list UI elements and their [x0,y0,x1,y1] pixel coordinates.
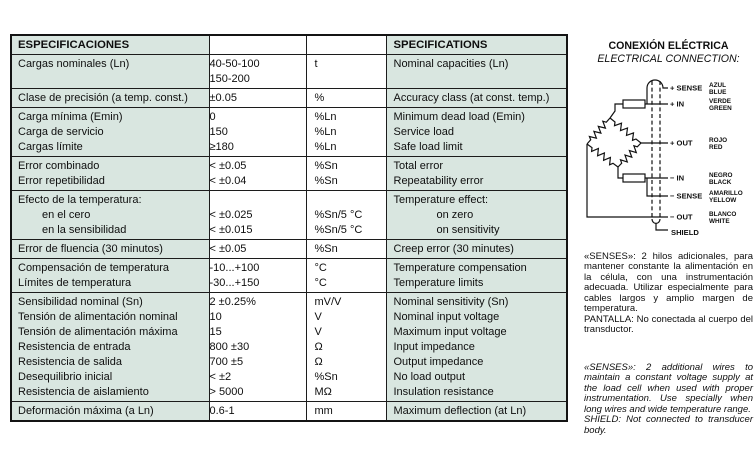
wire-label-plus-sense: + SENSE [670,83,703,93]
cell-text-es [12,72,209,87]
cell-text-en: Safe load limit [393,140,463,153]
cell-en [386,89,567,108]
cell-text-es: Desequilibrio inicial [18,370,113,383]
cell-text-unit: V [314,310,322,323]
note-pantalla-es: PANTALLA: No conectada al cuerpo del transductor. [584,313,753,336]
cell-unit [306,89,386,108]
cell-text-en: Repeatability error [393,174,484,187]
cell-text-en: Service load [393,125,455,138]
cell-text-value: < ±0.025 [209,208,253,221]
cell-es [11,259,209,293]
cell-text-en: Insulation resistance [393,385,494,398]
header-value-cell [209,35,306,55]
cell-value [209,240,306,259]
cell-text-value: 10 [209,310,222,323]
cell-text-es: en la sensibilidad [42,223,127,236]
cell-text-value: -10...+100 [209,261,260,274]
compensation-resistor-bottom [623,174,645,182]
cell-text-unit: V [314,325,322,338]
cell-text-unit: %Ln [314,125,337,138]
cell-value [209,157,306,191]
cell-text-unit: %Sn/5 °C [314,208,363,221]
cell-text-es: Resistencia de aislamiento [18,385,149,398]
note-english [584,363,753,436]
color-label-red: RED [709,144,723,151]
header-es-label: ESPECIFICACIONES [18,38,130,51]
cell-text-unit: mV/V [314,295,342,308]
cell-text-value: < ±0.015 [209,223,253,236]
cell-text-es: Error repetibilidad [18,174,105,187]
cell-text-value: < ±2 [209,370,232,383]
resistor-zigzag [610,118,641,143]
cell-text-en: Input impedance [393,340,475,353]
cell-en [386,402,567,422]
cell-text-en: Nominal input voltage [393,310,500,323]
cell-text-en: Temperature limits [393,276,484,289]
note-spanish [584,252,753,336]
cell-text-value: 800 ±30 [209,340,250,353]
cell-text-es: Clase de precisión (a temp. const.) [18,91,188,104]
cell-text-unit [307,193,386,208]
cell-unit [306,108,386,157]
header-en-label: SPECIFICATIONS [393,38,488,51]
cell-text-es: Error combinado [18,159,100,172]
cell-text-en: Minimum dead load (Emin) [393,110,525,123]
cell-text-value: 2 ±0.25% [209,295,256,308]
cell-text-value [210,193,306,208]
cell-en [386,259,567,293]
cell-text-es: Tensión de alimentación máxima [18,325,178,338]
resistor-zigzag [587,144,618,167]
cell-text-en [387,72,567,87]
cell-text-value: 150 [209,125,228,138]
cell-text-en: on sensitivity [436,223,500,236]
resistor-zigzag [587,118,610,144]
cell-text-es: Error de fluencia (30 minutos) [18,242,163,255]
shield-connector-icon [652,219,668,230]
cable-dashed-lines [652,81,660,219]
wire-plus-sense-hop [647,80,668,88]
cell-text-value: 700 ±5 [209,355,244,368]
cell-text-unit: %Ln [314,110,337,123]
cell-text-es: Efecto de la temperatura: [18,193,142,206]
cell-text-unit [307,72,386,87]
cell-text-unit: %Sn [314,242,338,255]
connection-panel [583,0,754,462]
cell-en [386,293,567,402]
cell-text-unit: °C [314,261,327,274]
cell-text-es: Cargas límite [18,140,83,153]
cell-text-en: Nominal capacities (Ln) [393,57,509,70]
color-label-white: WHITE [709,218,730,225]
color-label-azul: AZUL [709,82,727,89]
panel-title [583,40,754,65]
cell-value [209,55,306,89]
cell-es [11,402,209,422]
panel-title-es: CONEXIÓN ELÉCTRICA [608,40,729,52]
table-row [11,157,567,191]
color-label-rojo: ROJO [709,137,728,144]
table-row [11,89,567,108]
resistor-zigzag [618,143,641,167]
header-unit-cell [306,35,386,55]
color-label-verde: VERDE [709,98,732,105]
cell-text-value: 0.6-1 [209,404,235,417]
cell-text-value: < ±0.05 [209,159,247,172]
cell-en [386,157,567,191]
cell-unit [306,157,386,191]
table-row [11,240,567,259]
note-senses-en: «SENSES»: 2 additional wires to maintain a constant voltage supply at the load cell when used with proper instrumentation. Use specially when long wires and wide temperature range. [584,362,753,415]
cell-text-en: Output impedance [393,355,484,368]
cell-text-value: 15 [209,325,222,338]
resistor-zigzag-bridge [587,118,641,167]
cell-unit [306,55,386,89]
cell-es [11,55,209,89]
cell-en [386,240,567,259]
cell-es [11,293,209,402]
cell-value [209,402,306,422]
cell-es [11,108,209,157]
cell-es [11,191,209,240]
cell-text-value: 40-50-100 [209,57,260,70]
cell-text-unit: mm [314,404,333,417]
cell-text-en: on zero [436,208,474,221]
cell-unit [306,191,386,240]
table-row [11,402,567,422]
note-senses-es: «SENSES»: 2 hilos adicionales, para mantener constante la alimentación en la célula, con una instrumentación adecuada. Utilizar especialmente para cables largos y amplio margen de temperatura. [584,251,753,315]
cell-text-es: Carga mínima (Emin) [18,110,123,123]
cell-text-unit: %Sn [314,159,338,172]
cell-es [11,157,209,191]
cell-text-en: Temperature compensation [393,261,527,274]
cell-text-value: ±0.05 [209,91,237,104]
cell-text-es: en el cero [42,208,91,221]
cell-text-unit: Ω [314,355,323,368]
cell-text-unit: MΩ [314,385,332,398]
color-label-amarillo: AMARILLO [709,190,743,197]
cell-en [386,108,567,157]
header-specifications [386,35,567,55]
wire-label-minus-in: − IN [670,173,685,183]
cell-value [209,108,306,157]
color-label-negro: NEGRO [709,172,733,179]
cell-text-value: -30...+150 [209,276,260,289]
shield-label: SHIELD [671,228,699,237]
cell-unit [306,402,386,422]
color-label-blue: BLUE [709,89,727,96]
wire-label-minus-out: − OUT [670,212,693,222]
cell-text-en: Temperature effect: [393,193,489,206]
cell-text-en: Creep error (30 minutes) [393,242,514,255]
cell-text-es: Compensación de temperatura [18,261,170,274]
cell-text-en: Maximum deflection (at Ln) [393,404,527,417]
cell-text-unit: %Sn [314,370,338,383]
cell-value [209,191,306,240]
cell-text-es: Sensibilidad nominal (Sn) [18,295,143,308]
cell-text-value: 0 [209,110,216,123]
cell-en [386,191,567,240]
cell-value [209,293,306,402]
color-label-yellow: YELLOW [709,197,737,204]
cell-value [209,89,306,108]
cell-text-unit: Ω [314,340,323,353]
wire-label-plus-out: + OUT [670,138,693,148]
panel-title-en: ELECTRICAL CONNECTION: [597,52,740,65]
table-row [11,55,567,89]
cell-text-es: Tensión de alimentación nominal [18,310,178,323]
cell-unit [306,240,386,259]
cell-text-en: Nominal sensitivity (Sn) [393,295,509,308]
cell-text-es: Resistencia de entrada [18,340,131,353]
cell-text-es: Límites de temperatura [18,276,132,289]
cell-text-value: 150-200 [209,72,250,85]
cell-text-es: Carga de servicio [18,125,104,138]
cell-value [209,259,306,293]
cell-text-es: Cargas nominales (Ln) [18,57,130,70]
cell-text-value: ≥180 [209,140,234,153]
cell-text-en: Total error [393,159,444,172]
cell-text-es: Resistencia de salida [18,355,122,368]
cell-text-value: < ±0.05 [209,242,247,255]
cell-text-value: < ±0.04 [209,174,247,187]
cell-es [11,240,209,259]
cell-en [386,55,567,89]
table-row [11,259,567,293]
cell-text-unit: % [314,91,325,104]
table-row [11,191,567,240]
cell-text-unit: t [314,57,318,70]
wire-minus-sense [647,178,668,196]
cell-unit [306,293,386,402]
color-label-blanco: BLANCO [709,211,737,218]
table-row [11,293,567,402]
spec-table [10,34,568,422]
table-header-row [11,35,567,55]
cell-text-unit: %Sn/5 °C [314,223,363,236]
color-label-green: GREEN [709,105,732,112]
wire-label-plus-in: + IN [670,99,685,109]
header-especificaciones [11,35,209,55]
note-shield-en: SHIELD: Not connected to transducer body. [584,414,753,436]
cell-es [11,89,209,108]
wire-label-minus-sense: − SENSE [670,191,703,201]
cell-text-es: Deformación máxima (a Ln) [18,404,154,417]
cell-text-value: > 5000 [209,385,244,398]
cell-text-unit: %Ln [314,140,337,153]
color-label-black: BLACK [709,179,732,186]
compensation-resistor-top [623,100,645,108]
cell-text-en: No load output [393,370,466,383]
cell-text-unit: °C [314,276,327,289]
table-row [11,108,567,157]
bridge-diagram [585,66,754,246]
cell-text-unit: %Sn [314,174,338,187]
cell-text-en: Maximum input voltage [393,325,507,338]
cell-unit [306,259,386,293]
cell-text-en: Accuracy class (at const. temp.) [393,91,550,104]
